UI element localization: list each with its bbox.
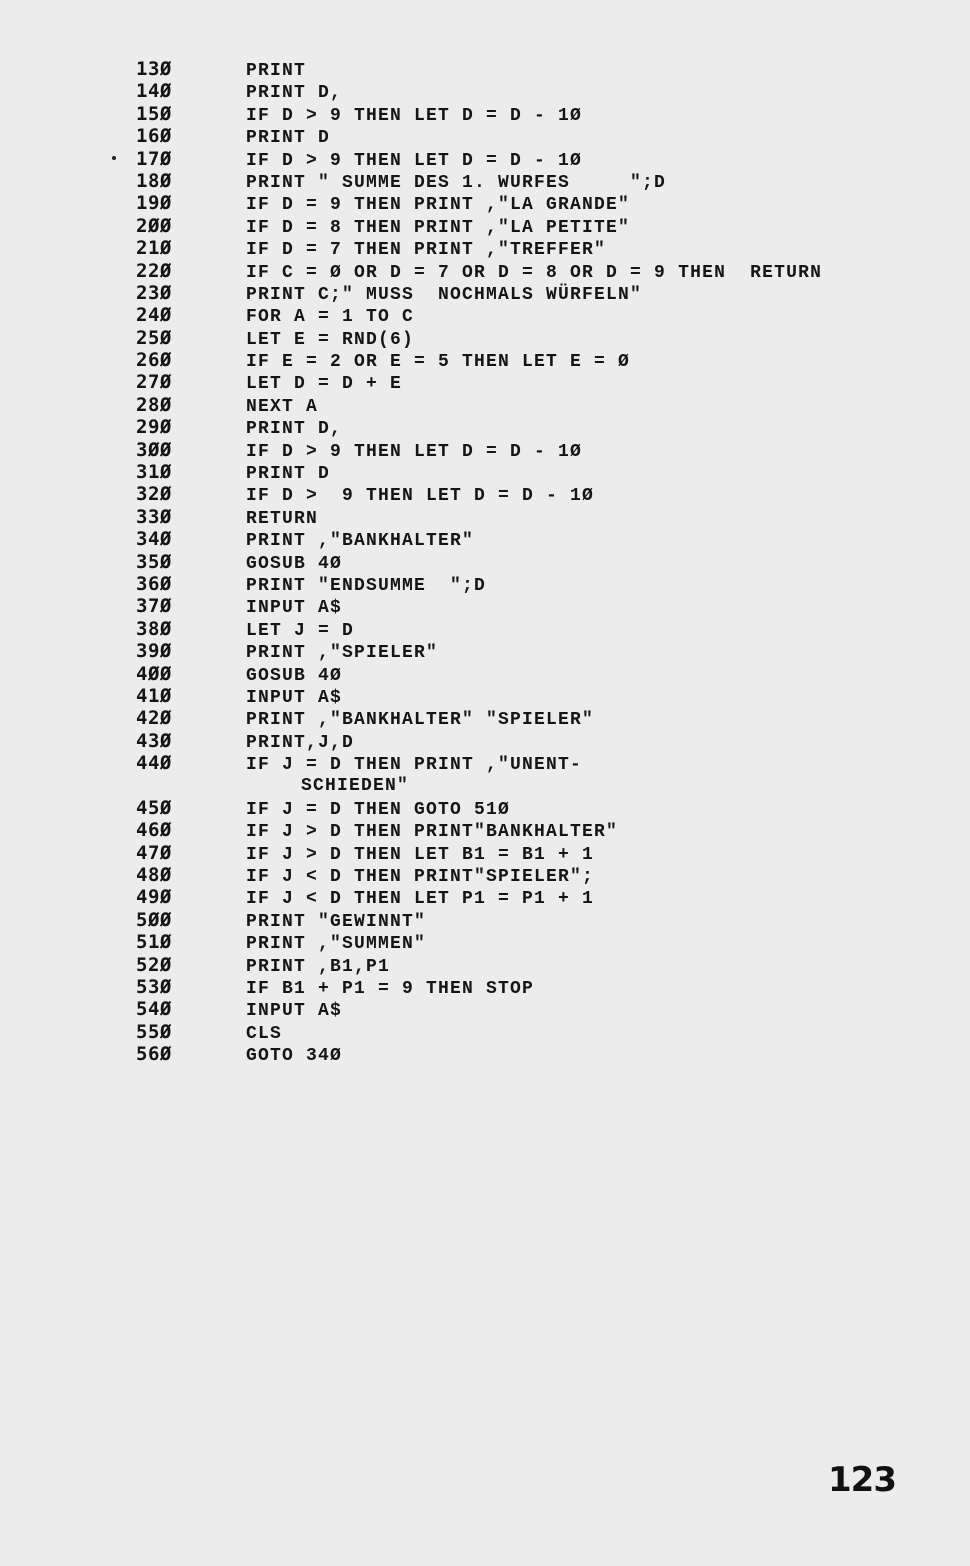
line-number: 2ØØ <box>136 214 172 237</box>
line-number: 47Ø <box>136 841 172 864</box>
margin-dot <box>112 156 116 160</box>
code-line <box>136 842 916 864</box>
line-code: PRINT D, <box>246 83 343 104</box>
code-line <box>136 170 916 192</box>
line-number: 14Ø <box>136 80 172 103</box>
line-code: FOR A = 1 TO C <box>246 307 415 328</box>
code-line <box>136 58 916 80</box>
line-code: PRINT,J,D <box>246 732 355 753</box>
code-line <box>136 394 916 416</box>
line-number: 31Ø <box>136 461 172 484</box>
line-number: 19Ø <box>136 192 172 215</box>
basic-program-listing <box>136 58 916 1066</box>
code-line <box>136 260 916 282</box>
line-code: PRINT ,"BANKHALTER" <box>246 531 475 552</box>
line-number: 25Ø <box>136 326 172 349</box>
line-number: 33Ø <box>136 505 172 528</box>
code-line <box>136 573 916 595</box>
line-code: GOTO 34Ø <box>246 1046 343 1067</box>
line-code: IF J = D THEN GOTO 51Ø <box>246 799 511 820</box>
line-number: 49Ø <box>136 886 172 909</box>
line-number: 38Ø <box>136 617 172 640</box>
line-code: PRINT D <box>246 464 331 485</box>
code-line <box>136 148 916 170</box>
code-line <box>136 125 916 147</box>
line-code: IF D = 8 THEN PRINT ,"LA PETITE" <box>246 217 631 238</box>
code-line <box>136 640 916 662</box>
line-number: 48Ø <box>136 864 172 887</box>
code-line <box>136 931 916 953</box>
line-code: IF D > 9 THEN LET D = D - 1Ø <box>246 150 583 171</box>
line-number: 17Ø <box>136 147 172 170</box>
line-number: 22Ø <box>136 259 172 282</box>
line-code: GOSUB 4Ø <box>246 665 343 686</box>
line-number: 23Ø <box>136 281 172 304</box>
line-code: PRINT "GEWINNT" <box>246 911 427 932</box>
line-code: PRINT <box>246 61 307 81</box>
line-number: 44Ø <box>136 752 172 775</box>
line-number: 34Ø <box>136 528 172 551</box>
line-code: PRINT ,B1,P1 <box>246 956 391 977</box>
line-code: IF J > D THEN LET B1 = B1 + 1 <box>246 844 595 865</box>
line-code: IF C = Ø OR D = 7 OR D = 8 OR D = 9 THEN RETURN <box>246 262 823 283</box>
line-number: 53Ø <box>136 976 172 999</box>
line-code: IF J = D THEN PRINT ,"UNENT- <box>246 755 583 776</box>
code-line <box>136 707 916 729</box>
code-line <box>136 327 916 349</box>
line-code: IF D = 9 THEN PRINT ,"LA GRANDE" <box>246 195 631 216</box>
code-line <box>136 752 916 774</box>
line-number: 13Ø <box>136 58 172 80</box>
line-number: 18Ø <box>136 169 172 192</box>
line-number: 29Ø <box>136 416 172 439</box>
line-number: 24Ø <box>136 304 172 327</box>
code-line <box>136 864 916 886</box>
line-code: INPUT A$ <box>246 1001 343 1022</box>
code-line <box>136 528 916 550</box>
line-number: 37Ø <box>136 595 172 618</box>
line-number: 43Ø <box>136 729 172 752</box>
line-number: 51Ø <box>136 931 172 954</box>
code-line <box>136 506 916 528</box>
code-line <box>136 685 916 707</box>
line-code: LET D = D + E <box>246 374 403 395</box>
line-code: PRINT " SUMME DES 1. WURFES ";D <box>246 172 667 193</box>
line-number: 27Ø <box>136 371 172 394</box>
code-line <box>136 349 916 371</box>
line-number: 3ØØ <box>136 438 172 461</box>
code-line <box>136 439 916 461</box>
code-line <box>136 103 916 125</box>
line-code: LET J = D <box>246 620 355 641</box>
line-number: 41Ø <box>136 684 172 707</box>
line-code: PRINT ,"SUMMEN" <box>246 934 427 955</box>
line-code: INPUT A$ <box>246 598 343 619</box>
line-number: 16Ø <box>136 125 172 148</box>
line-code: PRINT D, <box>246 419 343 440</box>
code-line <box>136 775 916 797</box>
code-line <box>136 215 916 237</box>
line-code: IF D = 7 THEN PRINT ,"TREFFER" <box>246 240 607 261</box>
line-number: 46Ø <box>136 819 172 842</box>
line-code: CLS <box>246 1023 283 1044</box>
line-code: PRINT C;" MUSS NOCHMALS WÜRFELN" <box>246 284 643 305</box>
page-number: 123 <box>828 1460 896 1500</box>
code-line <box>136 304 916 326</box>
code-line <box>136 192 916 214</box>
code-line <box>136 282 916 304</box>
code-line <box>136 1043 916 1065</box>
code-line <box>136 483 916 505</box>
code-line <box>136 730 916 752</box>
line-code: RETURN <box>246 508 319 529</box>
code-line <box>136 595 916 617</box>
code-line <box>136 954 916 976</box>
line-number: 5ØØ <box>136 908 172 931</box>
line-code: PRINT ,"BANKHALTER" "SPIELER" <box>246 710 595 731</box>
code-line <box>136 1021 916 1043</box>
line-number: 21Ø <box>136 237 172 260</box>
line-number: 56Ø <box>136 1043 172 1066</box>
line-number: 36Ø <box>136 572 172 595</box>
code-line <box>136 461 916 483</box>
line-number: 28Ø <box>136 393 172 416</box>
code-line <box>136 909 916 931</box>
line-number: 45Ø <box>136 796 172 819</box>
line-code: GOSUB 4Ø <box>246 553 343 574</box>
code-line <box>136 819 916 841</box>
code-line <box>136 998 916 1020</box>
line-code: PRINT D <box>246 128 331 149</box>
line-code: IF B1 + P1 = 9 THEN STOP <box>246 979 535 1000</box>
line-code: PRINT ,"SPIELER" <box>246 643 439 664</box>
code-line <box>136 618 916 640</box>
line-number: 55Ø <box>136 1020 172 1043</box>
line-code: IF D > 9 THEN LET D = D - 1Ø <box>246 105 583 126</box>
line-number: 26Ø <box>136 349 172 372</box>
code-line <box>136 663 916 685</box>
code-line <box>136 237 916 259</box>
code-line <box>136 797 916 819</box>
line-number: 42Ø <box>136 707 172 730</box>
code-line <box>136 976 916 998</box>
line-number: 32Ø <box>136 483 172 506</box>
code-line <box>136 886 916 908</box>
line-number: 54Ø <box>136 998 172 1021</box>
line-code: NEXT A <box>246 396 319 417</box>
line-code: IF J < D THEN PRINT"SPIELER"; <box>246 867 595 888</box>
line-number: 52Ø <box>136 953 172 976</box>
code-line <box>136 371 916 393</box>
code-line <box>136 80 916 102</box>
line-code: SCHIEDEN" <box>301 775 410 796</box>
code-line <box>136 551 916 573</box>
line-number: 15Ø <box>136 102 172 125</box>
line-code: INPUT A$ <box>246 687 343 708</box>
code-line <box>136 416 916 438</box>
line-code: IF J < D THEN LET P1 = P1 + 1 <box>246 889 595 910</box>
line-code: LET E = RND(6) <box>246 329 415 350</box>
line-number: 4ØØ <box>136 662 172 685</box>
line-number: 35Ø <box>136 550 172 573</box>
line-code: IF J > D THEN PRINT"BANKHALTER" <box>246 822 619 843</box>
line-code: IF D > 9 THEN LET D = D - 1Ø <box>246 486 595 507</box>
line-code: PRINT "ENDSUMME ";D <box>246 575 487 596</box>
line-code: IF E = 2 OR E = 5 THEN LET E = Ø <box>246 352 631 373</box>
line-code: IF D > 9 THEN LET D = D - 1Ø <box>246 441 583 462</box>
line-number: 39Ø <box>136 640 172 663</box>
